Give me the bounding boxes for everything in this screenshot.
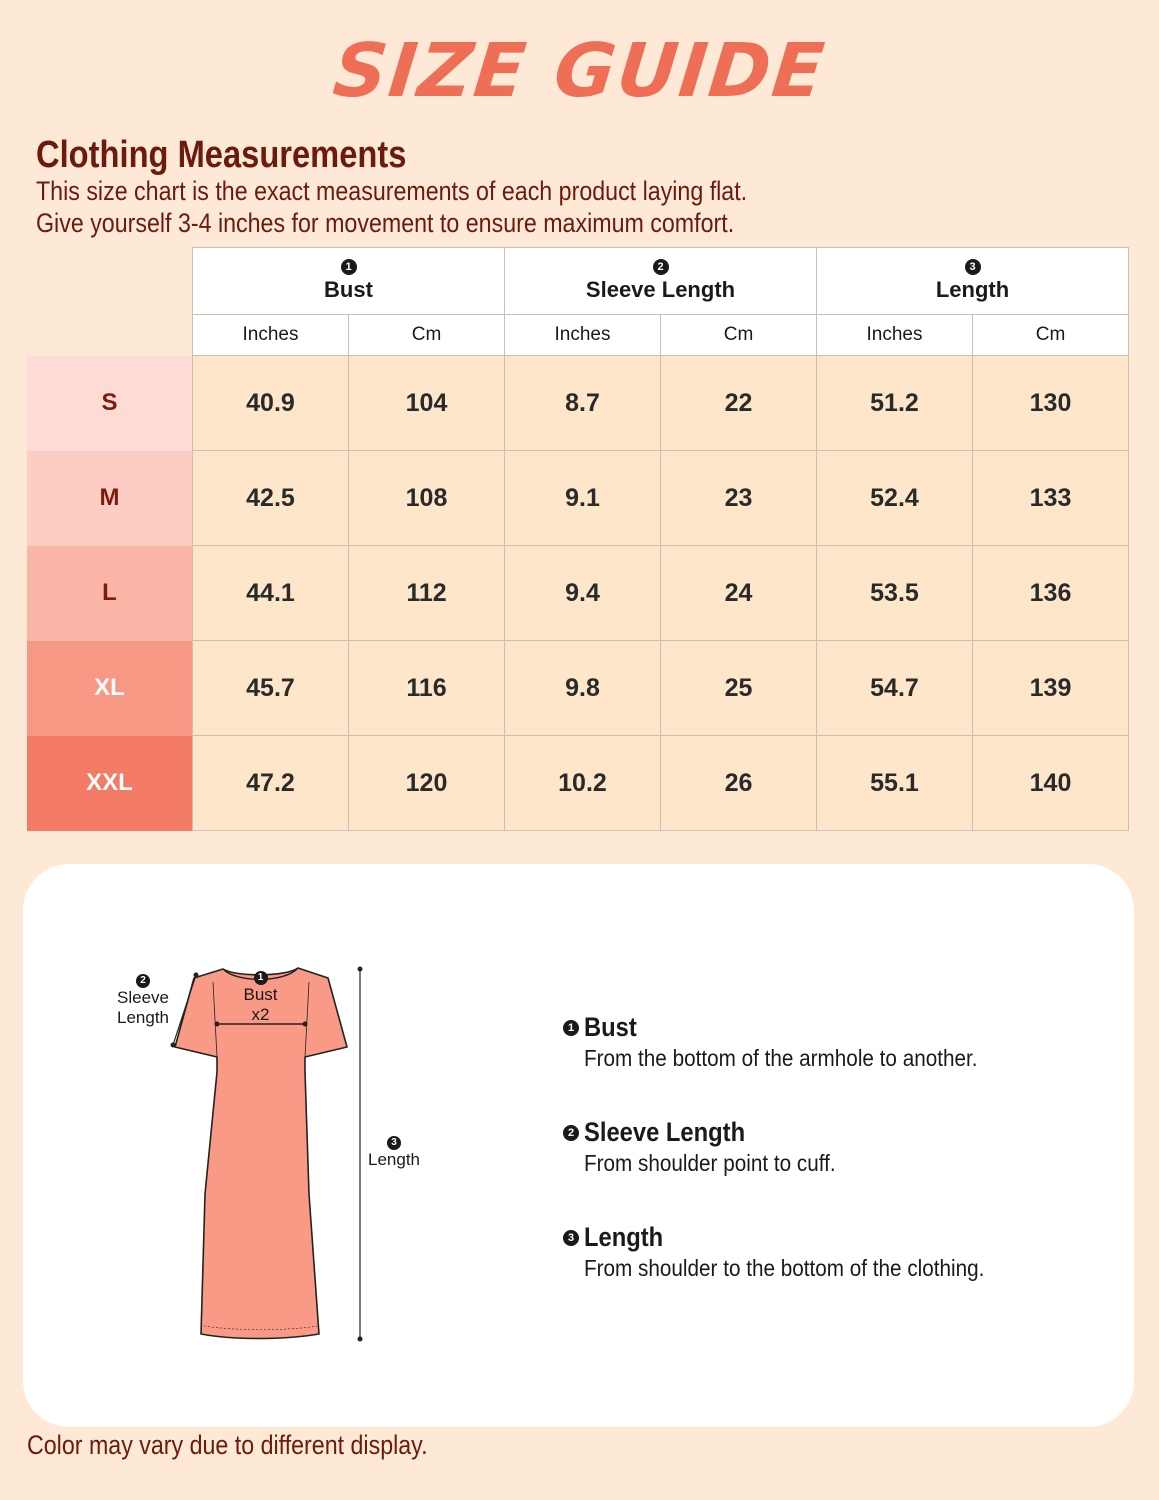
unit-header: Cm <box>973 315 1129 356</box>
legend-item-length <box>563 1222 1029 1282</box>
size-label: XL <box>27 641 193 736</box>
table-cell: 53.5 <box>817 546 973 641</box>
legend-item-bust <box>563 1012 1021 1072</box>
table-cell: 139 <box>973 641 1129 736</box>
measurement-guide-card <box>23 864 1134 1427</box>
table-cell: 22 <box>661 356 817 451</box>
footer-note: Color may vary due to different display. <box>27 1430 428 1460</box>
group-header-row <box>27 248 1129 315</box>
table-cell: 24 <box>661 546 817 641</box>
bust-callout <box>233 971 288 1025</box>
length-callout <box>361 1136 427 1170</box>
table-cell: 47.2 <box>193 736 349 831</box>
legend-description: From the bottom of the armhole to another. <box>584 1045 978 1071</box>
number-2-icon: 2 <box>563 1125 579 1141</box>
dress-diagram <box>23 864 523 1427</box>
group-label: Length <box>935 277 1010 302</box>
number-2-icon: 2 <box>136 974 150 988</box>
group-header-length <box>817 248 1129 315</box>
table-cell: 54.7 <box>817 641 973 736</box>
group-header-sleeve-length <box>505 248 817 315</box>
legend-item-sleeve-length <box>563 1117 864 1177</box>
table-cell: 52.4 <box>817 451 973 546</box>
size-table <box>27 247 1129 831</box>
table-cell: 136 <box>973 546 1129 641</box>
unit-header: Cm <box>349 315 505 356</box>
size-label: XXL <box>27 736 193 831</box>
table-cell: 10.2 <box>505 736 661 831</box>
table-cell: 40.9 <box>193 356 349 451</box>
unit-header: Cm <box>661 315 817 356</box>
table-cell: 112 <box>349 546 505 641</box>
legend-name: Length <box>584 1222 664 1252</box>
group-label: Sleeve Length <box>585 277 736 302</box>
table-row <box>27 641 1129 736</box>
table-cell: 45.7 <box>193 641 349 736</box>
table-cell: 55.1 <box>817 736 973 831</box>
unit-header-row <box>27 315 1129 356</box>
intro-line-2: Give yourself 3-4 inches for movement to ensure maximum comfort. <box>36 208 735 238</box>
size-label: M <box>27 451 193 546</box>
table-cell: 26 <box>661 736 817 831</box>
number-2-icon: 2 <box>653 259 669 275</box>
table-cell: 8.7 <box>505 356 661 451</box>
bust-label-line-1: Bust <box>243 985 278 1004</box>
table-cell: 9.1 <box>505 451 661 546</box>
table-corner <box>27 248 193 356</box>
number-1-icon: 1 <box>254 971 268 985</box>
table-cell: 116 <box>349 641 505 736</box>
table-cell: 23 <box>661 451 817 546</box>
table-row <box>27 356 1129 451</box>
number-3-icon: 3 <box>563 1230 579 1246</box>
size-label: S <box>27 356 193 451</box>
unit-header: Inches <box>193 315 349 356</box>
sleeve-length-callout <box>107 974 179 1028</box>
table-cell: 108 <box>349 451 505 546</box>
group-header-bust <box>193 248 505 315</box>
table-cell: 140 <box>973 736 1129 831</box>
table-cell: 104 <box>349 356 505 451</box>
bust-label-line-2: x2 <box>251 1005 270 1024</box>
table-row <box>27 736 1129 831</box>
section-heading: Clothing Measurements <box>36 134 407 176</box>
sleeve-label-line-2: Length <box>117 1008 169 1027</box>
table-cell: 9.4 <box>505 546 661 641</box>
legend-description: From shoulder to the bottom of the clothing. <box>584 1255 985 1281</box>
table-cell: 9.8 <box>505 641 661 736</box>
legend-name: Sleeve Length <box>584 1117 746 1147</box>
length-label: Length <box>368 1150 420 1169</box>
sleeve-label-line-1: Sleeve <box>117 988 169 1007</box>
intro-line-1: This size chart is the exact measurements of each product laying flat. <box>36 176 748 206</box>
unit-header: Inches <box>505 315 661 356</box>
table-row <box>27 451 1129 546</box>
table-cell: 120 <box>349 736 505 831</box>
size-label: L <box>27 546 193 641</box>
size-guide-title: SIZE GUIDE <box>329 28 830 114</box>
unit-header: Inches <box>817 315 973 356</box>
legend-name: Bust <box>584 1012 637 1042</box>
number-3-icon: 3 <box>965 259 981 275</box>
number-1-icon: 1 <box>563 1020 579 1036</box>
table-row <box>27 546 1129 641</box>
table-cell: 51.2 <box>817 356 973 451</box>
table-cell: 130 <box>973 356 1129 451</box>
table-cell: 44.1 <box>193 546 349 641</box>
number-1-icon: 1 <box>341 259 357 275</box>
dress-illustration <box>23 864 523 1427</box>
table-cell: 25 <box>661 641 817 736</box>
number-3-icon: 3 <box>387 1136 401 1150</box>
table-cell: 133 <box>973 451 1129 546</box>
group-label: Bust <box>324 277 373 302</box>
table-cell: 42.5 <box>193 451 349 546</box>
legend-description: From shoulder point to cuff. <box>584 1150 836 1176</box>
